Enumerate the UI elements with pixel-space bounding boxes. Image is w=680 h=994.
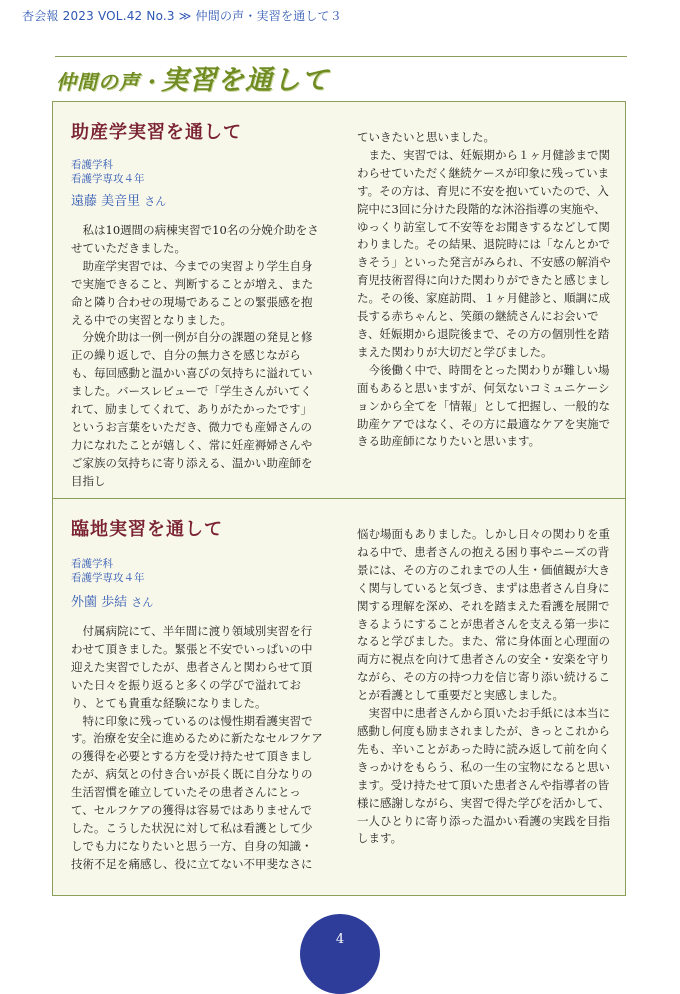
running-header: 杏会報 2023 VOL.42 No.3 ≫ 仲間の声・実習を通して３ — [22, 9, 342, 23]
article-right-column — [357, 129, 615, 451]
author-department: 看護学科 — [71, 159, 113, 171]
section-title-prefix: 仲間の声・ — [56, 70, 161, 94]
article-left-column — [71, 222, 323, 491]
article-right-column — [357, 526, 615, 848]
author-honorific: さん — [144, 195, 167, 208]
body-paragraph-continued: ていきたいと思いました。 — [357, 130, 495, 144]
page-number-tab — [300, 914, 380, 994]
author-name-line — [71, 190, 166, 209]
article-panel-midwifery — [52, 101, 626, 499]
author-major: 看護学専攻４年 — [71, 572, 145, 584]
body-paragraph: 実習中に患者さんから頂いたお手紙には本当に感動し何度も励まされましたが、きっとこれから先も、辛いことがあった時に読み返して前を向くきっかけをもらう、私の一生の宝物になると思います。受け持たせて頂いた患者さんや指導者の皆様に感謝しながら、実習で得た学びを活かして、一人ひとりに寄り添った温かい看護の実践を目指します。 — [357, 706, 610, 846]
header-rule — [55, 56, 627, 57]
body-paragraph: 分娩介助は一例一例が自分の課題の発見と修正の繰り返しで、自分の無力さを感じながらも、毎回感動と温かい喜びの気持ちに溢れていました。バースレビューで「学生さんがいてくれて、励ましてくれて、ありがたかったです」というお言葉をいただき、微力でも産婦さんの力になれたことが嬉しく、常に妊産褥婦さんやご家族の気持ちに寄り添える、温かい助産師を目指し — [71, 330, 313, 488]
author-major: 看護学専攻４年 — [71, 173, 145, 185]
body-paragraph: また、実習では、妊娠期から１ヶ月健診まで関わらせていただく継続ケースが印象に残っています。その方は、育児に不安を抱いていたので、入院中に3回に分けた段階的な沐浴指導の実施や、ゆっくり訪室して不安等をお聞きするなどして関わりました。その結果、退院時には「なんとかできそう」といった発言がみられ、不安感の解消や育児技術習得に向けた関わりができたと感じました。その後、家庭訪問、１ヶ月健診と、順調に成長する赤ちゃんと、笑顔の継続さんにお会いでき、妊娠期から退院後まで、その方の個別性を踏まえた関わりが大切だと学びました。 — [357, 147, 611, 359]
article-panel-clinical — [52, 498, 626, 896]
author-department: 看護学科 — [71, 558, 113, 570]
author-name: 遠藤 美音里 — [71, 194, 141, 209]
page-number: 4 — [335, 932, 345, 947]
author-affiliation — [71, 158, 145, 186]
body-paragraph: 付属病院にて、半年間に渡り領域別実習を行わせて頂きました。緊張と不安でいっぱいの中迎えた実習でしたが、患者さんと関わらせて頂いた日々を振り返ると多くの学びで溢れており、とても貴重な経験になりました。 — [71, 624, 313, 710]
section-title — [56, 58, 329, 97]
body-paragraph-continued: 悩む場面もありました。しかし日々の関わりを重ねる中で、患者さんの抱える困り事やニーズの背景には、その方のこれまでの人生・価値観が大きく関与していると気づき、まずは患者さん自身に関する理解を深め、それを踏まえた看護を展開できるようにすることが患者さんを支える第一歩になると学びました。また、常に身体面と心理面の両方に視点を向けて患者さんの安全・安楽を守りながら、その方の持つ力を信じ寄り添い続けることが看護として重要だと実感しました。 — [357, 527, 610, 703]
author-name-line — [71, 591, 153, 610]
body-paragraph: 今後働く中で、時間をとった関わりが難しい場面もあると思いますが、何気ないコミュニケーションから全てを「情報」として把握し、一般的な助産ケアではなく、その方に最適なケアを実施できる助産師になりたいと思います。 — [357, 362, 611, 449]
body-paragraph: 助産学実習では、今までの実習より学生自身で実施できること、判断することが増え、また命と隣り合わせの現場であることの緊張感を抱える中での実習となりました。 — [71, 258, 314, 327]
author-honorific: さん — [131, 596, 154, 609]
article-left-column — [71, 623, 323, 874]
article-title: 臨地実習を通して — [71, 519, 223, 540]
body-paragraph: 私は10週間の病棟実習で10名の分娩介助をさせていただきました。 — [71, 223, 319, 255]
article-title: 助産学実習を通して — [71, 122, 242, 143]
author-affiliation — [71, 557, 145, 585]
author-name: 外薗 歩結 — [71, 595, 128, 610]
body-paragraph: 特に印象に残っているのは慢性期看護実習です。治療を安全に進めるために新たなセルフケアの獲得を必要とする方を受け持たせて頂きましたが、病気との付き合いが長く既に自分なりの生活習慣を確立していたその患者さんにとって、セルフケアの獲得は容易ではありませんでした。こうした状況に対して私は看護として少しでも力になりたいと思う一方、自身の知識・技術不足を痛感し、役に立てない不甲斐なさに — [71, 713, 323, 871]
section-title-main: 実習を通して — [161, 65, 329, 96]
